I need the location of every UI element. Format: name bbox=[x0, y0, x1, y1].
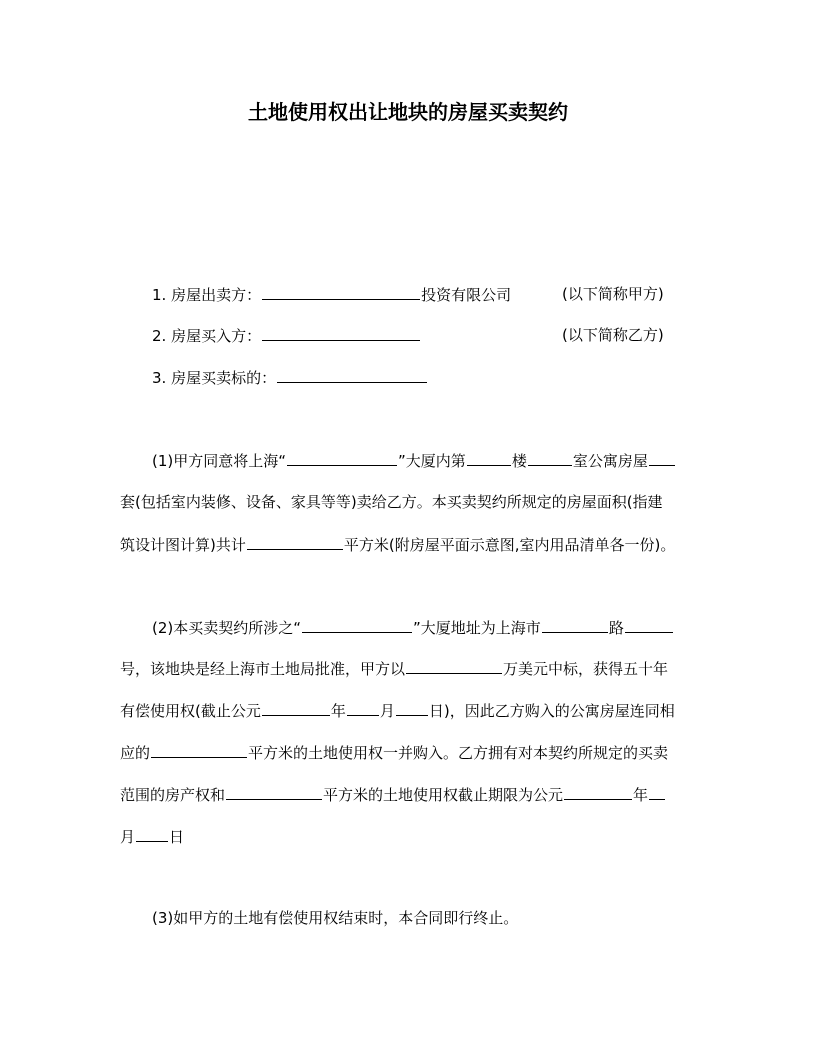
clause2-text: 有偿使用权(截止公元 bbox=[120, 702, 261, 720]
clause2-text: 应的 bbox=[120, 744, 151, 762]
clause1-text: 筑设计图计算)共计 bbox=[120, 536, 246, 554]
expiry-month-blank-start bbox=[649, 783, 665, 800]
object-line bbox=[152, 366, 428, 389]
bid-amount-blank bbox=[406, 657, 502, 674]
unit-count-blank bbox=[649, 449, 675, 466]
clause2-line3 bbox=[120, 699, 675, 722]
clause2-line6 bbox=[120, 825, 184, 848]
building-name-blank bbox=[287, 449, 397, 466]
buyer-label: 2. 房屋买入方： bbox=[152, 327, 262, 345]
seller-line bbox=[152, 283, 511, 306]
seller-suffix: 投资有限公司 bbox=[421, 286, 512, 304]
clause2-text: ”大厦地址为上海市 bbox=[413, 619, 541, 637]
clause2-text: 路 bbox=[608, 619, 624, 637]
number-blank bbox=[625, 616, 673, 633]
seller-blank bbox=[262, 283, 420, 300]
document-title: 土地使用权出让地块的房屋买卖契约 bbox=[248, 100, 568, 124]
buyer-blank bbox=[262, 324, 420, 341]
clause2-text: 日)，因此乙方购入的公寓房屋连同相 bbox=[428, 702, 675, 720]
year-blank bbox=[262, 699, 330, 716]
clause2-text: (2)本买卖契约所涉之“ bbox=[152, 619, 302, 637]
clause2-line5 bbox=[120, 783, 666, 806]
month-blank bbox=[347, 699, 379, 716]
buyer-note: (以下简称乙方) bbox=[562, 326, 664, 344]
building-name-blank-2 bbox=[302, 616, 412, 633]
clause2-text: 月 bbox=[379, 702, 395, 720]
clause2-text: 范围的房产权和 bbox=[120, 786, 226, 804]
clause2-line2 bbox=[120, 657, 668, 680]
clause2-text: 平方米的土地使用权一并购入。乙方拥有对本契约所规定的买卖 bbox=[248, 744, 669, 762]
clause1-text: (1)甲方同意将上海“ bbox=[152, 452, 287, 470]
buyer-line bbox=[152, 324, 421, 347]
clause1-text: 楼 bbox=[511, 452, 527, 470]
object-blank bbox=[277, 366, 427, 383]
clause2-line1 bbox=[152, 616, 674, 639]
expiry-day-blank bbox=[136, 825, 168, 842]
day-blank bbox=[396, 699, 428, 716]
area-blank bbox=[247, 533, 343, 550]
expiry-year-blank bbox=[564, 783, 632, 800]
floor-blank bbox=[467, 449, 511, 466]
clause2-text: 平方米的土地使用权截止期限为公元 bbox=[323, 786, 564, 804]
seller-label: 1. 房屋出卖方： bbox=[152, 286, 262, 304]
clause2-text: 万美元中标，获得五十年 bbox=[503, 660, 669, 678]
object-label: 3. 房屋买卖标的： bbox=[152, 369, 277, 387]
clause1-text: ”大厦内第 bbox=[398, 452, 466, 470]
clause2-text: 月 bbox=[120, 828, 136, 846]
road-blank bbox=[542, 616, 608, 633]
clause1-line2: 套(包括室内装修、设备、家具等等)卖给乙方。本买卖契约所规定的房屋面积(指建 bbox=[120, 493, 663, 511]
clause2-text: 号，该地块是经上海市土地局批准，甲方以 bbox=[120, 660, 406, 678]
clause1-line1 bbox=[152, 449, 676, 472]
seller-note: (以下简称甲方) bbox=[562, 285, 664, 303]
land-area-blank-2 bbox=[226, 783, 322, 800]
clause2-text: 日 bbox=[169, 828, 185, 846]
clause2-text: 年 bbox=[330, 702, 346, 720]
clause1-line3 bbox=[120, 533, 675, 556]
clause2-line4 bbox=[120, 741, 668, 764]
room-blank bbox=[528, 449, 572, 466]
land-area-blank bbox=[151, 741, 247, 758]
clause3-line1: (3)如甲方的土地有偿使用权结束时，本合同即行终止。 bbox=[152, 909, 519, 927]
clause1-text: 平方米(附房屋平面示意图,室内用品清单各一份)。 bbox=[343, 536, 676, 554]
clause1-text: 室公寓房屋 bbox=[572, 452, 648, 470]
clause2-text: 年 bbox=[633, 786, 649, 804]
